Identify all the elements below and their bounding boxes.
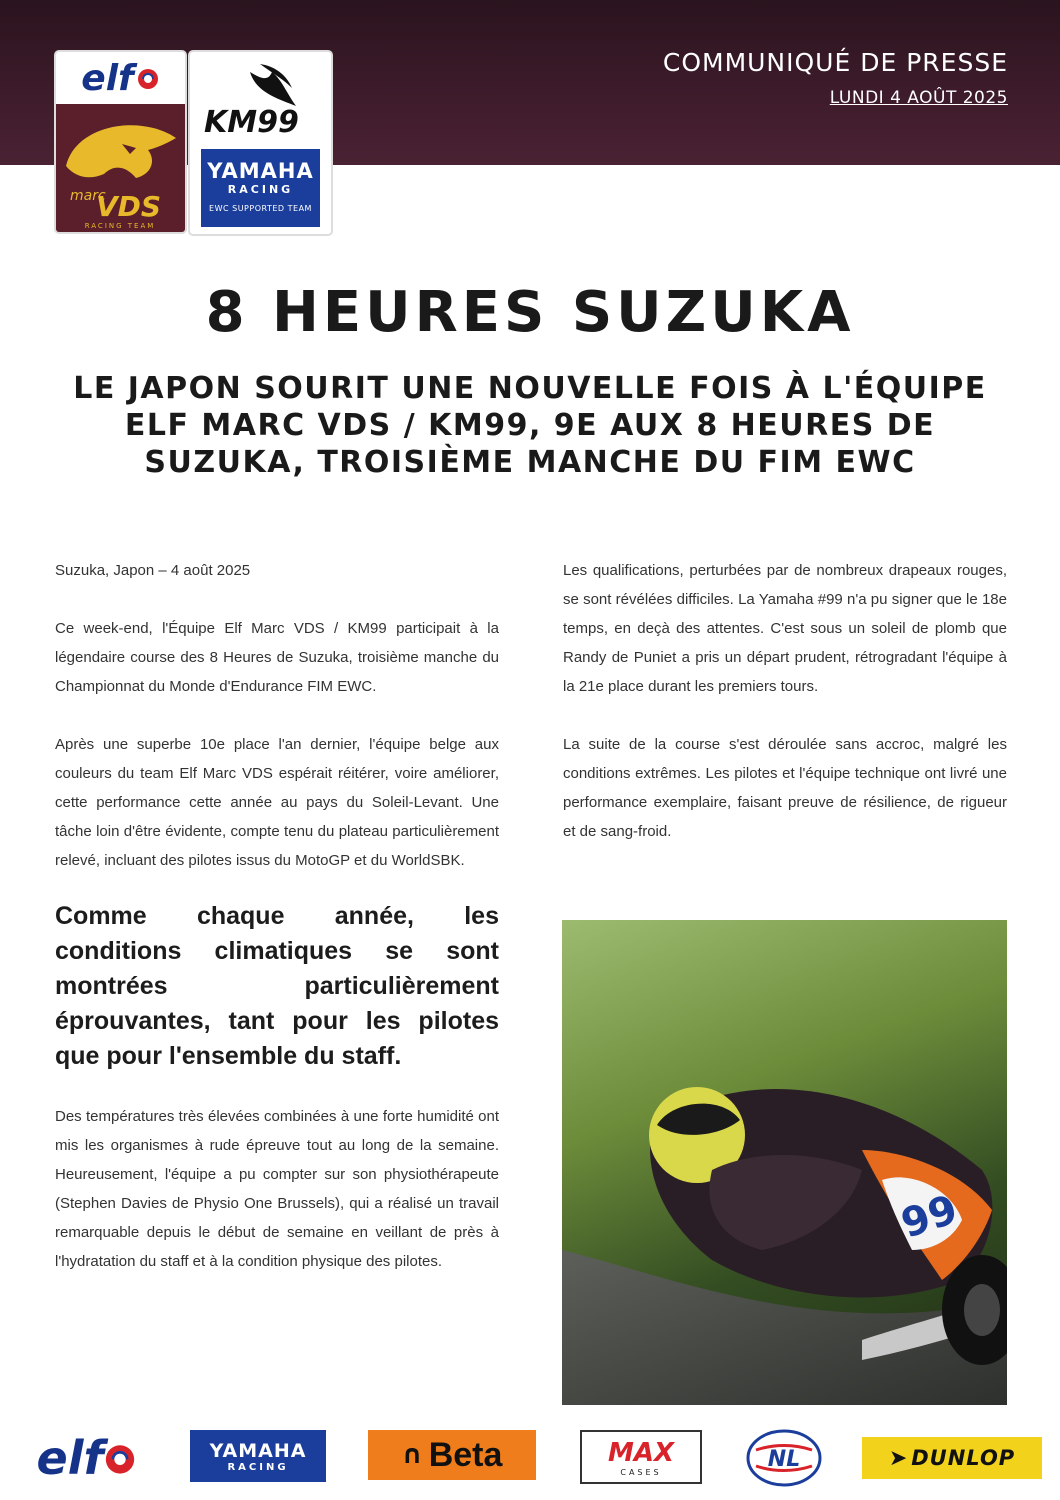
sponsor-footer xyxy=(0,1420,1060,1500)
sponsor-elf-text: elf xyxy=(36,1431,104,1485)
racing-wordmark: RACING xyxy=(227,183,294,196)
pull-quote: Comme chaque année, les conditions climatiques se sont montrées particulièrement éprouvantes, tant pour les pilotes que pour l'ensemble du staff. xyxy=(55,902,499,1070)
release-date: LUNDI 4 AOÛT 2025 xyxy=(829,88,1008,108)
sponsor-yamaha-sub: RACING xyxy=(227,1461,289,1473)
paragraph-3: Des températures très élevées combinées à une forte humidité ont mis les organismes à rude épreuve tout au long de la semaine. Heureusement, l'équipe a pu compter sur son physiothérapeute (Stephen Davies de Physio One Brussels), qui a réalisé un travail remarquable depuis le début de semaine en veillant de près à l'hydratation du staff et à la condition physique des pilotes. xyxy=(55,1108,499,1270)
sponsor-yamaha xyxy=(190,1430,326,1482)
paragraph-1: Ce week-end, l'Équipe Elf Marc VDS / KM99 participait à la légendaire course des 8 Heures de Suzuka, troisième manche du Championnat du Monde d'Endurance FIM EWC. xyxy=(55,620,499,695)
panther-icon xyxy=(56,104,185,232)
racing-team-text: RACING TEAM xyxy=(84,222,156,230)
km99-text: KM99 xyxy=(204,105,299,140)
vds-text: VDS xyxy=(96,190,162,223)
page-subtitle: LE JAPON SOURIT UNE NOUVELLE FOIS À L'ÉQUIPE ELF MARC VDS / KM99, 9E AUX 8 HEURES DE SUZUKA, TROISIÈME MANCHE DU FIM EWC xyxy=(73,371,987,480)
ewc-supported-text: EWC SUPPORTED TEAM xyxy=(209,204,312,213)
sponsor-dunlop xyxy=(862,1437,1042,1479)
sponsor-max-text: MAX xyxy=(607,1437,675,1468)
bike-number: 99 xyxy=(895,1186,964,1248)
yamaha-racing-band xyxy=(201,149,320,227)
km99-yamaha-logo xyxy=(188,50,333,236)
sponsor-nl-text: NL xyxy=(767,1447,801,1472)
left-column xyxy=(55,556,499,1276)
sponsor-elf xyxy=(8,1430,166,1486)
nl-globe-icon xyxy=(744,1428,824,1488)
sponsor-nl xyxy=(740,1430,828,1486)
paragraph-4: Les qualifications, perturbées par de nombreux drapeaux rouges, se sont révélées difficiles. La Yamaha #99 n'a pu signer que le 18e temps, en deçà des attentes. C'est sous un soleil de plomb que Randy de Puniet a pris un départ prudent, rétrogradant l'équipe à la 21e place durant les premiers tours. xyxy=(563,562,1007,695)
sponsor-beta-text: Beta xyxy=(428,1435,503,1474)
right-column xyxy=(563,556,1007,846)
marc-vds-logo xyxy=(54,50,187,234)
sponsor-dunlop-text: DUNLOP xyxy=(911,1446,1016,1470)
race-photo xyxy=(562,920,1007,1405)
elf-wordmark: elf xyxy=(81,57,134,99)
press-release-label: COMMUNIQUÉ DE PRESSE xyxy=(662,48,1008,77)
beta-tool-icon: ∩ xyxy=(401,1440,423,1470)
motorcycle-rider-image xyxy=(562,920,1007,1405)
sponsor-yamaha-text: YAMAHA xyxy=(209,1439,307,1462)
sponsor-max-cases xyxy=(580,1430,702,1484)
marc-vds-emblem xyxy=(56,104,185,232)
elf-logo-small xyxy=(56,52,185,104)
sponsor-beta xyxy=(368,1430,536,1480)
paragraph-5: La suite de la course s'est déroulée sans accroc, malgré les conditions extrêmes. Les pilotes et l'équipe technique ont livré une performance exemplaire, faisant preuve de résilience, de rigueur et de sang-froid. xyxy=(563,736,1007,840)
elf-drop-icon xyxy=(136,65,160,91)
page-title: 8 HEURES SUZUKA xyxy=(205,280,855,345)
dateline: Suzuka, Japon – 4 août 2025 xyxy=(55,562,251,579)
yamaha-wordmark: YAMAHA xyxy=(207,159,314,183)
sponsor-max-sub: CASES xyxy=(620,1467,662,1477)
dunlop-arrow-icon: ➤ xyxy=(888,1445,908,1471)
km99-emblem xyxy=(190,52,331,148)
elf-drop-icon xyxy=(103,1439,137,1477)
paragraph-2: Après une superbe 10e place l'an dernier, l'équipe belge aux couleurs du team Elf Marc VDS espérait réitérer, voire améliorer, cette performance cette année au pays du Soleil-Levant. Une tâche loin d'être évidente, compte tenu du plateau particulièrement relevé, incluant des pilotes issus du MotoGP et du WorldSBK. xyxy=(55,736,499,869)
marc-text: marc xyxy=(70,188,106,204)
